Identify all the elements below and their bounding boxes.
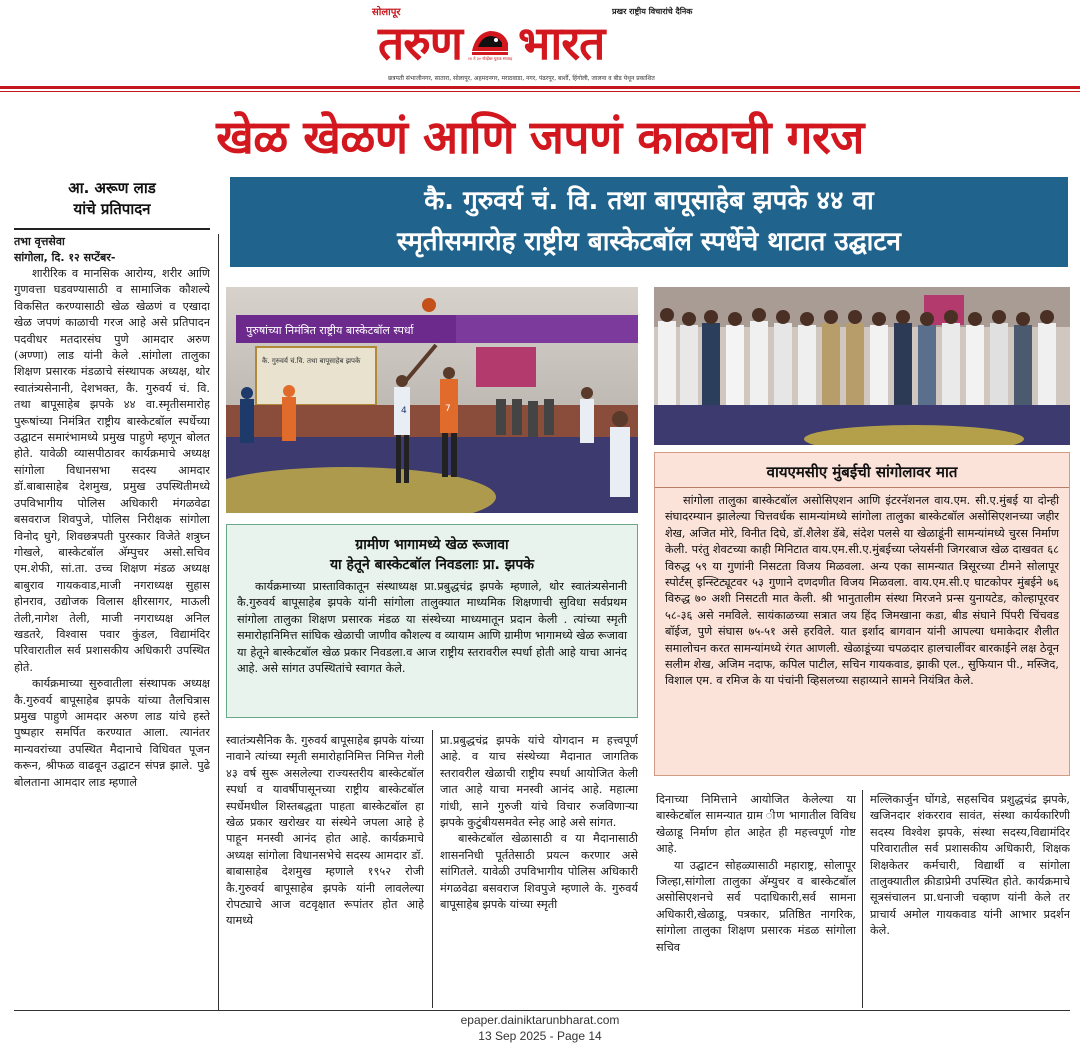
photo-dignitaries-group	[654, 287, 1070, 445]
col2-paragraph: स्वातंत्र्यसैनिक कै. गुरुवर्य बापूसाहेब झपके यांच्या नावाने त्यांच्या स्मृती समारोहानिमित्त निमित्त गेली ४३ वर्ष सुरू असलेल्या राज्यस्तरीय बास्केटबॉल स्पर्धा व यावर्षीपासूनच्या राष्ट्रीय बास्केटबॉल स्पर्धेमधील शिस्तबद्धता पाहता बास्केटबॉल हा खेळ प्रकार खरोखर या संस्थेने जपला आहे हे पाहून मनस्वी आनंद होत आहे. कार्यक्रमाचे अध्यक्ष सांगोला विधानसभेचे सदस्य आमदार डॉ. बाबासाहेब देशमुख म्हणाले १९५२ रोजी कै.गुरुवर्य बापूसाहेब झपके यांनी लावलेल्या रोपट्याचे आज वटवृक्षात रूपांतर होत आहे यामध्ये	[226, 734, 424, 928]
column-divider	[432, 730, 433, 1008]
pink-box-text: सांगोला तालुका बास्केटबॉल असोसिएशन आणि इंटरनॅशनल वाय.एम. सी.ए.मुंबई या दोन्ही संघादरम्यान झालेल्या चित्तवर्धक सामन्यांमध्ये सांगोला तालुका बास्केटबॉल असोसिएशनच्या जहीर शेख, अजित मोरे, विनीत दिघे, डॉ.शैलेश डॅबे, संदेश पलसे या खेळाडूंनी सामन्यांमध्ये चुरस निर्माण केली. परंतु शेवटच्या काही मिनिटात वाय.एम.सी.ए.मुंबईच्या प्लेयर्सनी जिगरबाज खेळ दाखवत ६८ विरुद्ध ५९ या गुणांनी निसटता विजय मिळवला. अन्य एका सामन्यात त्रिसूरच्या टीमने सोलापूर स्पोर्टस् इन्स्टिट्यूटवर ५३ गुणाने दणदणीत विजय मिळवला. वाय.एम.सी.ए घाटकोपर मुंबईने ७६ विरुद्ध ७० अशी निसटती मात केली. श्री भानुतालीम संस्था मिरजने प्रन्स युनायटेड, कोल्हापूरवर ५८-३६ असे नमविले. सायंकाळच्या सत्रात जय हिंद जिमखाना कडा, बीड संघाने पिंपरी चिंचवड बॉईज, पुणे संघास ७५-५१ असे हरविले. यात इर्शाद बागवान यांनी आपल्या धमाकेदार शैलीत समालोचन करत सामन्यांमध्ये रंगत आणली. खेळाडूंच्या चपळदार हालचालींवर बारकाईने लक्ष ठेवून सलीम शेख, अजिम नदाफ, कपिल पाटील, सचिन गायकवाड, झाकी एल., सुफियान पी., मस्जिद, विशाल एम. व रमिज के या पंचांनी व्हिसलच्या सहाय्याने सामने नियंत्रित केले.	[665, 494, 1059, 688]
article-column-2	[226, 733, 424, 1005]
col1-paragraph-2: कार्यक्रमाच्या सुरुवातीला संस्थापक अध्यक्ष कै.गुरुवर्य बापूसाहेब झपके यांच्या तैलचित्रास प्रमुख पाहुणे आमदार अरुण लाड यांचे हस्ते पुष्पहार समर्पित करण्यात आला. त्यानंतर मान्यवरांच्या उपस्थित मैदानाचे विधिवत पूजन करून, श्रीफळ वाढवून उद्घाटन संपन्न झाले. पुढे बोलताना आमदार लाड म्हणाले	[14, 677, 210, 789]
green-box-title	[227, 535, 637, 575]
editions-line: छत्रपती संभाजीनगर, सातारा, सोलापूर, अहमदनगर, मराठवाडा, नगर, पंढरपूर, बार्शी, हिंगोली, जालना व बीड येथून प्रकाशित	[388, 75, 655, 82]
col1-paragraph-1: शारीरिक व मानसिक आरोग्य, शरीर आणि गुणवत्ता घडवण्यासाठी व सामाजिक कौशल्ये विकसित करण्यासाठी खेळ खेळणं व एखादा खेळ जपणं काळाची गरज आहे असे प्रतिपादन पदवीधर मतदारसंघ पुणे आमदार अरुण (अण्णा) लाड यांनी केले .सांगोला तालुका शिक्षण प्रसारक मंडळाचे संस्थापक अध्यक्ष, थोर स्वातंत्र्यसेनानी, देशभक्त, कै. गुरुवर्य चं. वि. तथा बापूसाहेब झपके ४४ वा.स्मृतीसमारोह पुरूषांच्या निमंत्रित राष्ट्रीय बास्केटबॉल स्पर्धेच्या उद्घाटन समारंभामध्ये प्रमुख पाहुणे म्हणून बोलत होते. यावेळी व्यासपीठावर कार्यक्रमाचे अध्यक्ष सांगोला विधानसभा सदस्य आमदार डॉ.बाबासाहेब देशमुख, प्रमुख उपस्थितीमध्ये उपविभागीय पोलिस अधिकारी मंगळवेढा बसवराज शिवपुजे, पोलिस निरीक्षक सांगोला विनोद घुगे, शिवछत्रपती पुरस्कार विजेते शत्रुघ्न गोखले, बास्केटबॉल अ‍ॅम्पुचर असो.सचिव एम.शेफी, सां.ता. उच्च शिक्षण मंडळ अध्यक्ष बाबुराव गायकवाड,माजी नगराध्यक्ष सुहास होनराव, उद्योजक विलास क्षीरसागर, माऊली तेली,नागेश तेली, माजी नगराध्यक्ष अनिल खडतरे, विश्वास पवार कुंडल, विद्यामंदिर परिवारातील सर्व प्रशासकीय अधिकारी उपस्थित होते.	[14, 267, 210, 674]
arena-banner-text: पुरुषांच्या निमंत्रित राष्ट्रीय बास्केटबॉल स्पर्धा	[246, 324, 414, 337]
green-box-title-line-2: या हेतूने बास्केटबॉल निवडलाः प्रा. झपके	[329, 557, 535, 573]
dateline-agency: तभा वृत्तसेवा	[14, 235, 65, 248]
article-column-5	[870, 792, 1070, 1006]
byline-name: आ. अरूण लाड	[68, 179, 156, 197]
sidebar-box-pink	[654, 452, 1070, 776]
basketball-icon	[422, 298, 436, 312]
article-column-1	[14, 234, 210, 1006]
lion-emblem-icon	[468, 21, 512, 65]
col3-paragraph-2: बास्केटबॉल खेळासाठी व या मैदानासाठी शासननिधी पूर्ततेसाठी प्रयत्न करणार असे सांगितले. यावेळी उपविभागीय पोलिस अधिकारी मंगळवेढा बसवराज शिवपुजे म्हणाले के. गुरुवर्य बापूसाहेब झपके यांच्या स्मृती	[440, 832, 638, 912]
masthead-rule-thin	[0, 91, 1080, 92]
jersey-number-a: 4	[401, 406, 407, 416]
byline-subtitle: यांचे प्रतिपादन	[73, 200, 151, 218]
col3-paragraph-1: प्रा.प्रबुद्धचंद्र झपके यांचे योगदान म हत्त्वपूर्ण आहे. व याच संस्थेच्या मैदानात जागतिक स्तरावरील खेळाची राष्ट्रीय स्पर्धा आयोजित केली जात आहे याचा मनस्वी आनंद आहे. महात्मा गांधी, साने गुरुजी यांचे विचार रुजविणाऱ्या झपके कुटुंबीयसमवेत स्नेह आहे असे सांगत.	[440, 734, 638, 830]
article-column-4	[656, 792, 856, 1006]
column-divider	[862, 790, 863, 1008]
brand-left: तरुण	[378, 16, 462, 70]
green-box-text: कार्यक्रमाच्या प्रास्ताविकातून संस्थाध्यक्ष प्रा.प्रबुद्धचंद्र झपके म्हणाले, थोर स्वातंत्र्यसेनानी कै.गुरुवर्य बापूसाहेब झपके यांनी सांगोला तालुक्यात माध्यमिक शिक्षणाची सुविधा सर्वप्रथम सांगोला तालुका शिक्षण प्रसारक मंडळ या संस्थेच्या माध्यमातून प्रदान केली . त्यांच्या स्मृती समारोहानिमित्त सांघिक खेळाची जाणीव कौशल्य व व्यायाम आणि ग्रामीण भागामध्ये खेळ रूजावा या हेतूने बास्केटबॉल खेळ प्रकार निवडला.व आज राष्ट्रीय स्तरावरील स्पर्धा होती आहे याचा आनंद आहे. असे सांगत उपस्थितांचे स्वागत केले.	[237, 580, 627, 676]
byline-rule	[14, 228, 210, 230]
dateline-place: सांगोला, दि. १२ सप्टेंबर-	[14, 251, 116, 264]
footer-date-page: 13 Sep 2025 - Page 14	[478, 1029, 602, 1043]
green-box-title-line-1: ग्रामीण भागामध्ये खेळ रूजावा	[355, 537, 509, 553]
col4-paragraph-1: दिनाच्या निमित्ताने आयोजित केलेल्या या बास्केटबॉल सामन्यात ग्राम ीण भागातील विविध खेळाडू निर्माण होत आहेत ही महत्त्वपूर्ण गोष्ट आहे.	[656, 793, 856, 856]
masthead-rule	[0, 86, 1080, 89]
tagline: प्रखर राष्ट्रीय विचारांचे दैनिक	[612, 7, 693, 16]
edition-label: सोलापूर	[372, 7, 401, 18]
col5-paragraph: मल्लिकार्जुन घोंगडे, सहसचिव प्रशुद्धचंद्र झपके, खजिनदार शंकरराव सावंत, संस्था कार्यकारिणी सदस्य विश्वेश झपके, संस्था सदस्य,विद्यामंदिर परिवारातील सर्व प्रशासकीय अधिकारी, शिक्षक शिक्षकेतर कर्मचारी, विद्यार्थी व सांगोला तालुक्यातील क्रीडाप्रेमी उपस्थित होते. कार्यक्रमाचे सूत्रसंचालन प्रा.धनाजी चव्हाण यांनी केले तर प्राचार्य अमोल गायकवाड यांनी आभार प्रदर्शन केले.	[870, 793, 1070, 938]
emblem-text: २४ ते ३० नोव्हेंबर युवक सप्ताह	[467, 56, 513, 61]
column-divider	[218, 234, 219, 1010]
sidebar-box-green	[226, 524, 638, 718]
main-headline: खेळ खेळणं आणि जपणं काळाची गरज	[216, 110, 864, 164]
byline	[14, 178, 210, 220]
pink-box-title-rule	[655, 487, 1069, 488]
banner-line-1: कै. गुरुवर्य चं. वि. तथा बापूसाहेब झपके ४४ वा	[424, 186, 874, 216]
photo-basketball-game	[226, 287, 638, 513]
page-bottom-rule	[14, 1010, 1070, 1011]
sub-headline-banner	[230, 177, 1068, 267]
brand-right: भारत	[518, 16, 605, 70]
article-column-3	[440, 733, 638, 1005]
pink-box-title: वायएमसीए मुंबईची सांगोलावर मात	[766, 463, 958, 481]
masthead-logo[interactable]	[378, 14, 698, 72]
court-board-text: कै. गुरुवर्य चं.वि. तथा बापूसाहेब झपके	[262, 357, 361, 365]
banner-line-2: स्मृतीसमारोह राष्ट्रीय बास्केटबॉल स्पर्धेचे थाटात उद्घाटन	[397, 227, 901, 257]
col4-paragraph-2: या उद्घाटन सोहळ्यासाठी महाराष्ट्र, सोलापूर जिल्हा,सांगोला तालुका अ‍ॅम्युचर व बास्केटबॉल असोसिएशनचे सर्व पदाधिकारी,सर्व सामना अधिकारी,खेळाडू, पत्रकार, प्रतिष्ठित नागरिक, सांगोला तालुका शिक्षण प्रसारक मंडळ सांगोला सचिव	[656, 858, 856, 954]
jersey-number-b: 7	[445, 404, 451, 414]
footer-site[interactable]: epaper.dainiktarunbharat.com	[460, 1013, 620, 1027]
